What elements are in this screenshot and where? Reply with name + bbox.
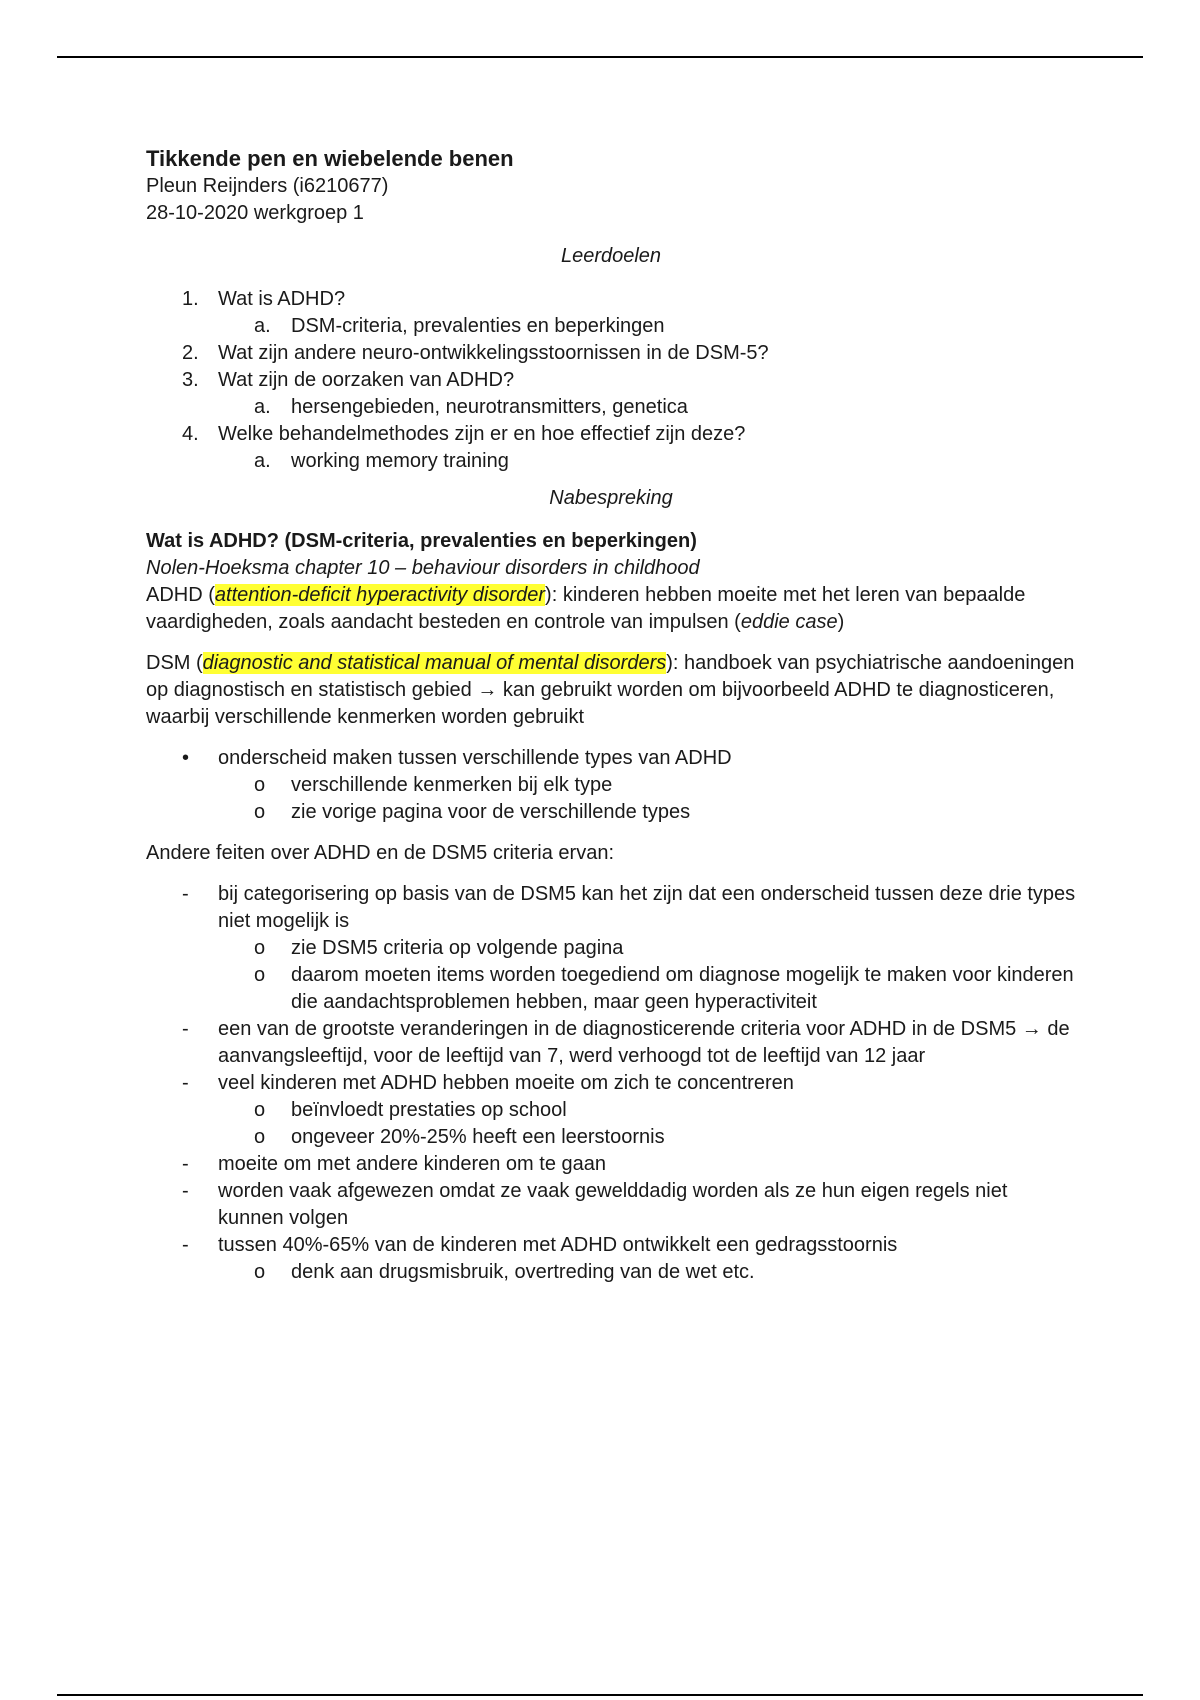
dsm-definition: DSM (diagnostic and statistical manual of mental disorders): handboek van psychiatrische aandoeningen op diagnostisch en statistisch gebied → kan gebruikt worden om bijvoorbeeld ADHD te diagnosticeren, waarbij verschillende kenmerken worden gebruikt (146, 652, 1075, 728)
bottom-rule (57, 1694, 1143, 1696)
list-item: - veel kinderen met ADHD hebben moeite om zich te concentreren (182, 1072, 794, 1094)
list-item: 2. Wat zijn andere neuro-ontwikkelingsstoornissen in de DSM-5? (182, 342, 769, 364)
leerdoelen-heading: Leerdoelen (560, 245, 662, 267)
list-item: a. working memory training (254, 450, 509, 472)
section-title: Wat is ADHD? (DSM-criteria, prevalenties en beperkingen) (146, 530, 697, 552)
adhd-definition: ADHD (attention-deficit hyperactivity disorder): kinderen hebben moeite met het leren van bepaalde vaardigheden, zoals aandacht besteden en controle van impulsen (eddie case) (146, 584, 1026, 633)
nabespreking-heading: Nabespreking (549, 487, 673, 509)
leerdoelen-list (146, 286, 1076, 475)
facts-list (146, 881, 1076, 1286)
date-group-line: 28-10-2020 werkgroep 1 (146, 202, 364, 224)
list-item: o zie vorige pagina voor de verschillende types (254, 801, 691, 823)
list-item: - tussen 40%-65% van de kinderen met ADHD ontwikkelt een gedragsstoornis (182, 1234, 898, 1256)
list-item: - worden vaak afgewezen omdat ze vaak gewelddadig worden als ze hun eigen regels niet kunnen volgen (182, 1180, 1008, 1229)
list-item: o beïnvloedt prestaties op school (254, 1099, 567, 1121)
list-item: • onderscheid maken tussen verschillende types van ADHD (182, 747, 732, 769)
highlight-adhd-term: attention-deficit hyperactivity disorder (214, 584, 546, 606)
top-rule (57, 56, 1143, 58)
document-title: Tikkende pen en wiebelende benen (146, 146, 514, 171)
highlight-dsm-term: diagnostic and statistical manual of mental disorders (202, 652, 667, 674)
list-item: o denk aan drugsmisbruik, overtreding van de wet etc. (254, 1261, 755, 1283)
facts-intro: Andere feiten over ADHD en de DSM5 criteria ervan: (146, 842, 614, 864)
list-item: 3. Wat zijn de oorzaken van ADHD? (182, 369, 515, 391)
list-item: o ongeveer 20%-25% heeft een leerstoornis (254, 1126, 665, 1148)
list-item: a. hersengebieden, neurotransmitters, genetica (254, 396, 688, 418)
list-item: o zie DSM5 criteria op volgende pagina (254, 937, 624, 959)
author-line: Pleun Reijnders (i6210677) (146, 175, 389, 197)
list-item: o daarom moeten items worden toegediend om diagnose mogelijk te maken voor kinderen die aandachtsproblemen hebben, maar geen hyperactiviteit (254, 964, 1074, 1013)
list-item: 4. Welke behandelmethodes zijn er en hoe effectief zijn deze? (182, 423, 746, 445)
list-item: o verschillende kenmerken bij elk type (254, 774, 613, 796)
list-item: - moeite om met andere kinderen om te gaan (182, 1153, 606, 1175)
list-item: - een van de grootste veranderingen in de diagnosticerende criteria voor ADHD in de DSM5 → de aanvangsleeftijd, voor de leeftijd van 7, werd verhoogd tot de leeftijd van 12 jaar (182, 1018, 1070, 1067)
types-bullet-list (146, 745, 1076, 826)
list-item: a. DSM-criteria, prevalenties en beperkingen (254, 315, 665, 337)
list-item: 1. Wat is ADHD? (182, 288, 346, 310)
list-item: - bij categorisering op basis van de DSM5 kan het zijn dat een onderscheid tussen deze drie types niet mogelijk is (182, 883, 1076, 932)
source-line: Nolen-Hoeksma chapter 10 – behaviour disorders in childhood (146, 557, 700, 579)
document-body (146, 145, 1076, 1286)
